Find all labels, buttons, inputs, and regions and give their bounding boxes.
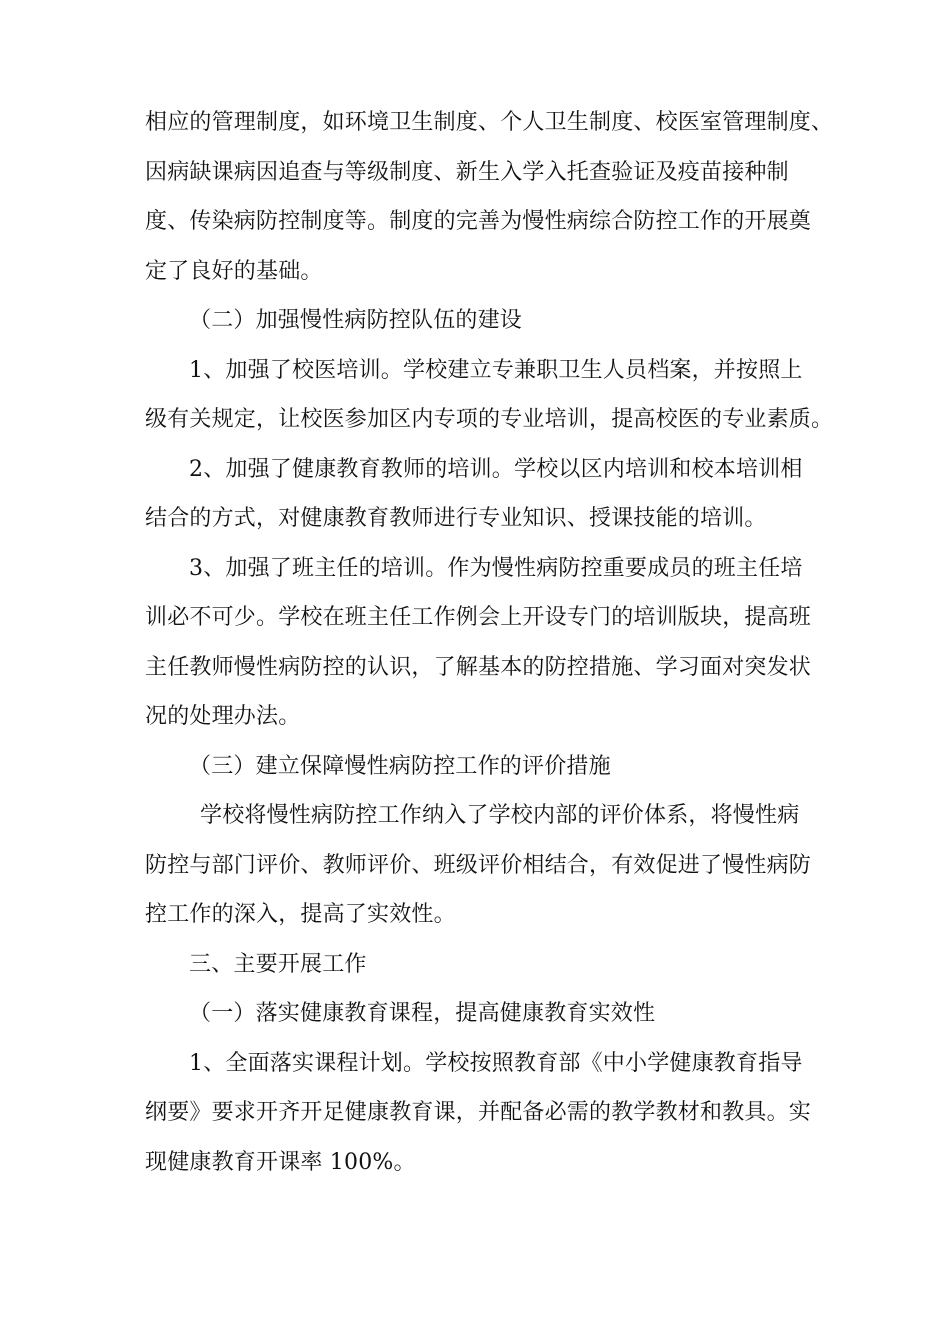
- section-heading-3: （三）建立保障慢性病防控工作的评价措施: [189, 753, 611, 779]
- paragraph-line: 纲要》要求开齐开足健康教育课，并配备必需的教学教材和教具。实: [145, 1100, 812, 1125]
- major-section-heading: 三、主要开展工作: [189, 951, 367, 977]
- paragraph-line: 度、传染病防控制度等。制度的完善为慢性病综合防控工作的开展奠: [145, 209, 812, 234]
- paragraph-line: 2、加强了健康教育教师的培训。学校以区内培训和校本培训相: [189, 456, 803, 482]
- paragraph-line: 防控与部门评价、教师评价、班级评价相结合，有效促进了慢性病防: [145, 852, 812, 878]
- paragraph-line: 学校将慢性病防控工作纳入了学校内部的评价体系，将慢性病: [200, 803, 800, 828]
- paragraph-line: 3、加强了班主任的培训。作为慢性病防控重要成员的班主任培: [189, 555, 803, 581]
- paragraph-line: 控工作的深入，提高了实效性。: [145, 902, 456, 927]
- paragraph-line: 1、全面落实课程计划。学校按照教育部《中小学健康教育指导: [189, 1050, 803, 1076]
- paragraph-line: 相应的管理制度，如环境卫生制度、个人卫生制度、校医室管理制度、: [145, 110, 834, 135]
- section-heading-1: （一）落实健康教育课程，提高健康教育实效性: [189, 1001, 656, 1026]
- paragraph-line: 况的处理办法。: [145, 704, 301, 729]
- section-heading-2: （二）加强慢性病防控队伍的建设: [189, 308, 523, 333]
- document-body: [145, 98, 834, 1187]
- paragraph-line: 现健康教育开课率 100%。: [145, 1149, 416, 1175]
- paragraph-line: 1、加强了校医培训。学校建立专兼职卫生人员档案，并按照上: [189, 357, 803, 383]
- paragraph-line: 因病缺课病因追查与等级制度、新生入学入托查验证及疫苗接种制: [145, 159, 789, 185]
- paragraph-line: 定了良好的基础。: [145, 258, 323, 284]
- paragraph-line: 结合的方式，对健康教育教师进行专业知识、授课技能的培训。: [145, 506, 767, 531]
- paragraph-line: 主任教师慢性病防控的认识，了解基本的防控措施、学习面对突发状: [145, 654, 812, 680]
- paragraph-line: 训必不可少。学校在班主任工作例会上开设专门的培训版块，提高班: [145, 605, 812, 630]
- paragraph-line: 级有关规定，让校医参加区内专项的专业培训，提高校医的专业素质。: [145, 407, 834, 432]
